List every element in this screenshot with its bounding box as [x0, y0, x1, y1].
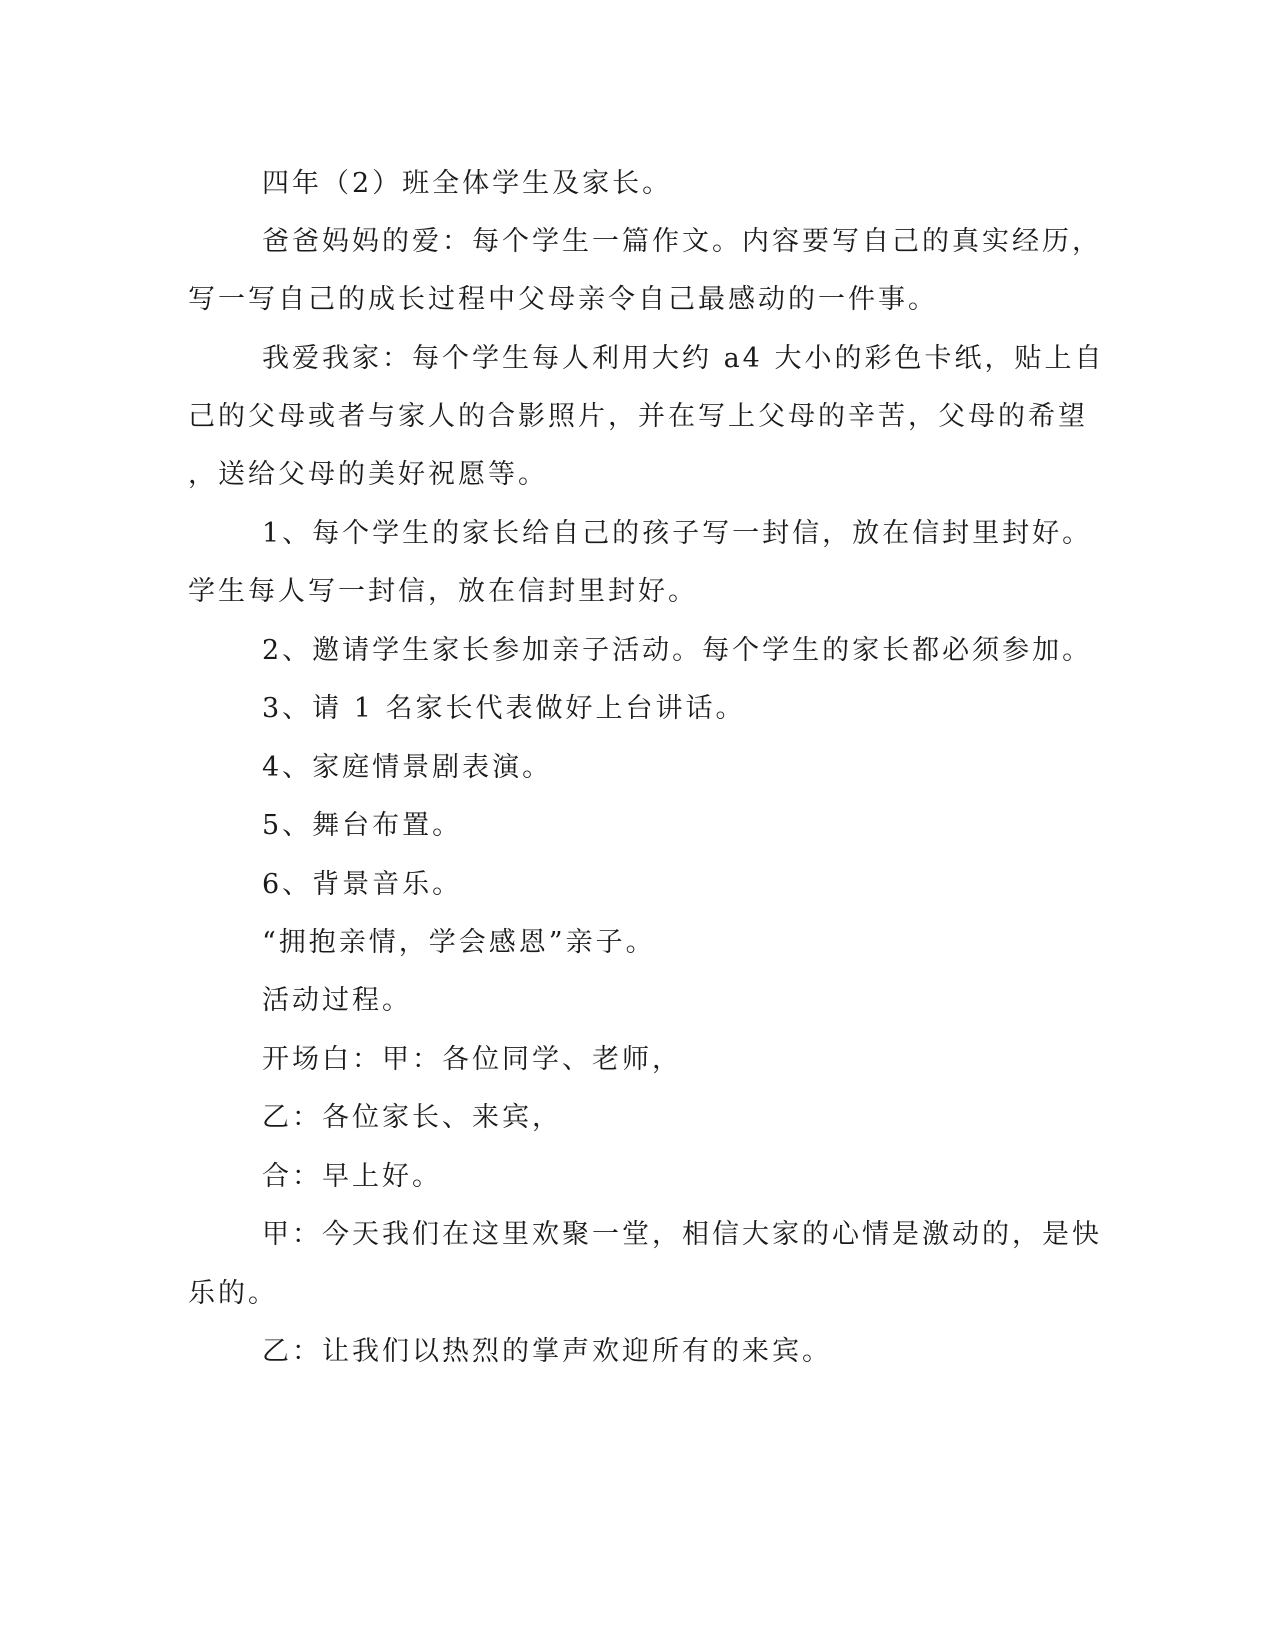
text-line: 乙：让我们以热烈的掌声欢迎所有的来宾。 — [262, 1336, 832, 1367]
text-line: 5、舞台布置。 — [262, 810, 463, 841]
text-line: 爸爸妈妈的爱：每个学生一篇作文。内容要写自己的真实经历， — [262, 226, 1102, 257]
text-line: 6、背景音乐。 — [262, 869, 463, 900]
text-line: 开场白：甲：各位同学、老师， — [262, 1044, 682, 1075]
text-line: 4、家庭情景剧表演。 — [262, 752, 553, 783]
text-line: 己的父母或者与家人的合影照片，并在写上父母的辛苦，父母的希望 — [188, 401, 1088, 432]
text-line: 四年（2）班全体学生及家长。 — [262, 168, 673, 199]
text-line: ，送给父母的美好祝愿等。 — [188, 459, 548, 490]
text-line: 2、邀请学生家长参加亲子活动。每个学生的家长都必须参加。 — [262, 635, 1093, 666]
text-line: 我爱我家：每个学生每人利用大约 a4 大小的彩色卡纸，贴上自 — [262, 343, 1105, 374]
text-line: 乙：各位家长、来宾， — [262, 1102, 562, 1133]
text-line: 活动过程。 — [262, 985, 412, 1016]
text-line: 学生每人写一封信，放在信封里封好。 — [188, 576, 698, 607]
text-line: 甲：今天我们在这里欢聚一堂，相信大家的心情是激动的，是快 — [262, 1219, 1102, 1250]
text-line: 乐的。 — [188, 1278, 278, 1309]
text-line: 合：早上好。 — [262, 1161, 442, 1192]
text-line: 1、每个学生的家长给自己的孩子写一封信，放在信封里封好。 — [262, 518, 1093, 549]
text-line: “拥抱亲情，学会感恩”亲子。 — [262, 927, 656, 958]
text-line: 写一写自己的成长过程中父母亲令自己最感动的一件事。 — [188, 284, 938, 315]
text-line: 3、请 1 名家长代表做好上台讲话。 — [262, 693, 746, 724]
